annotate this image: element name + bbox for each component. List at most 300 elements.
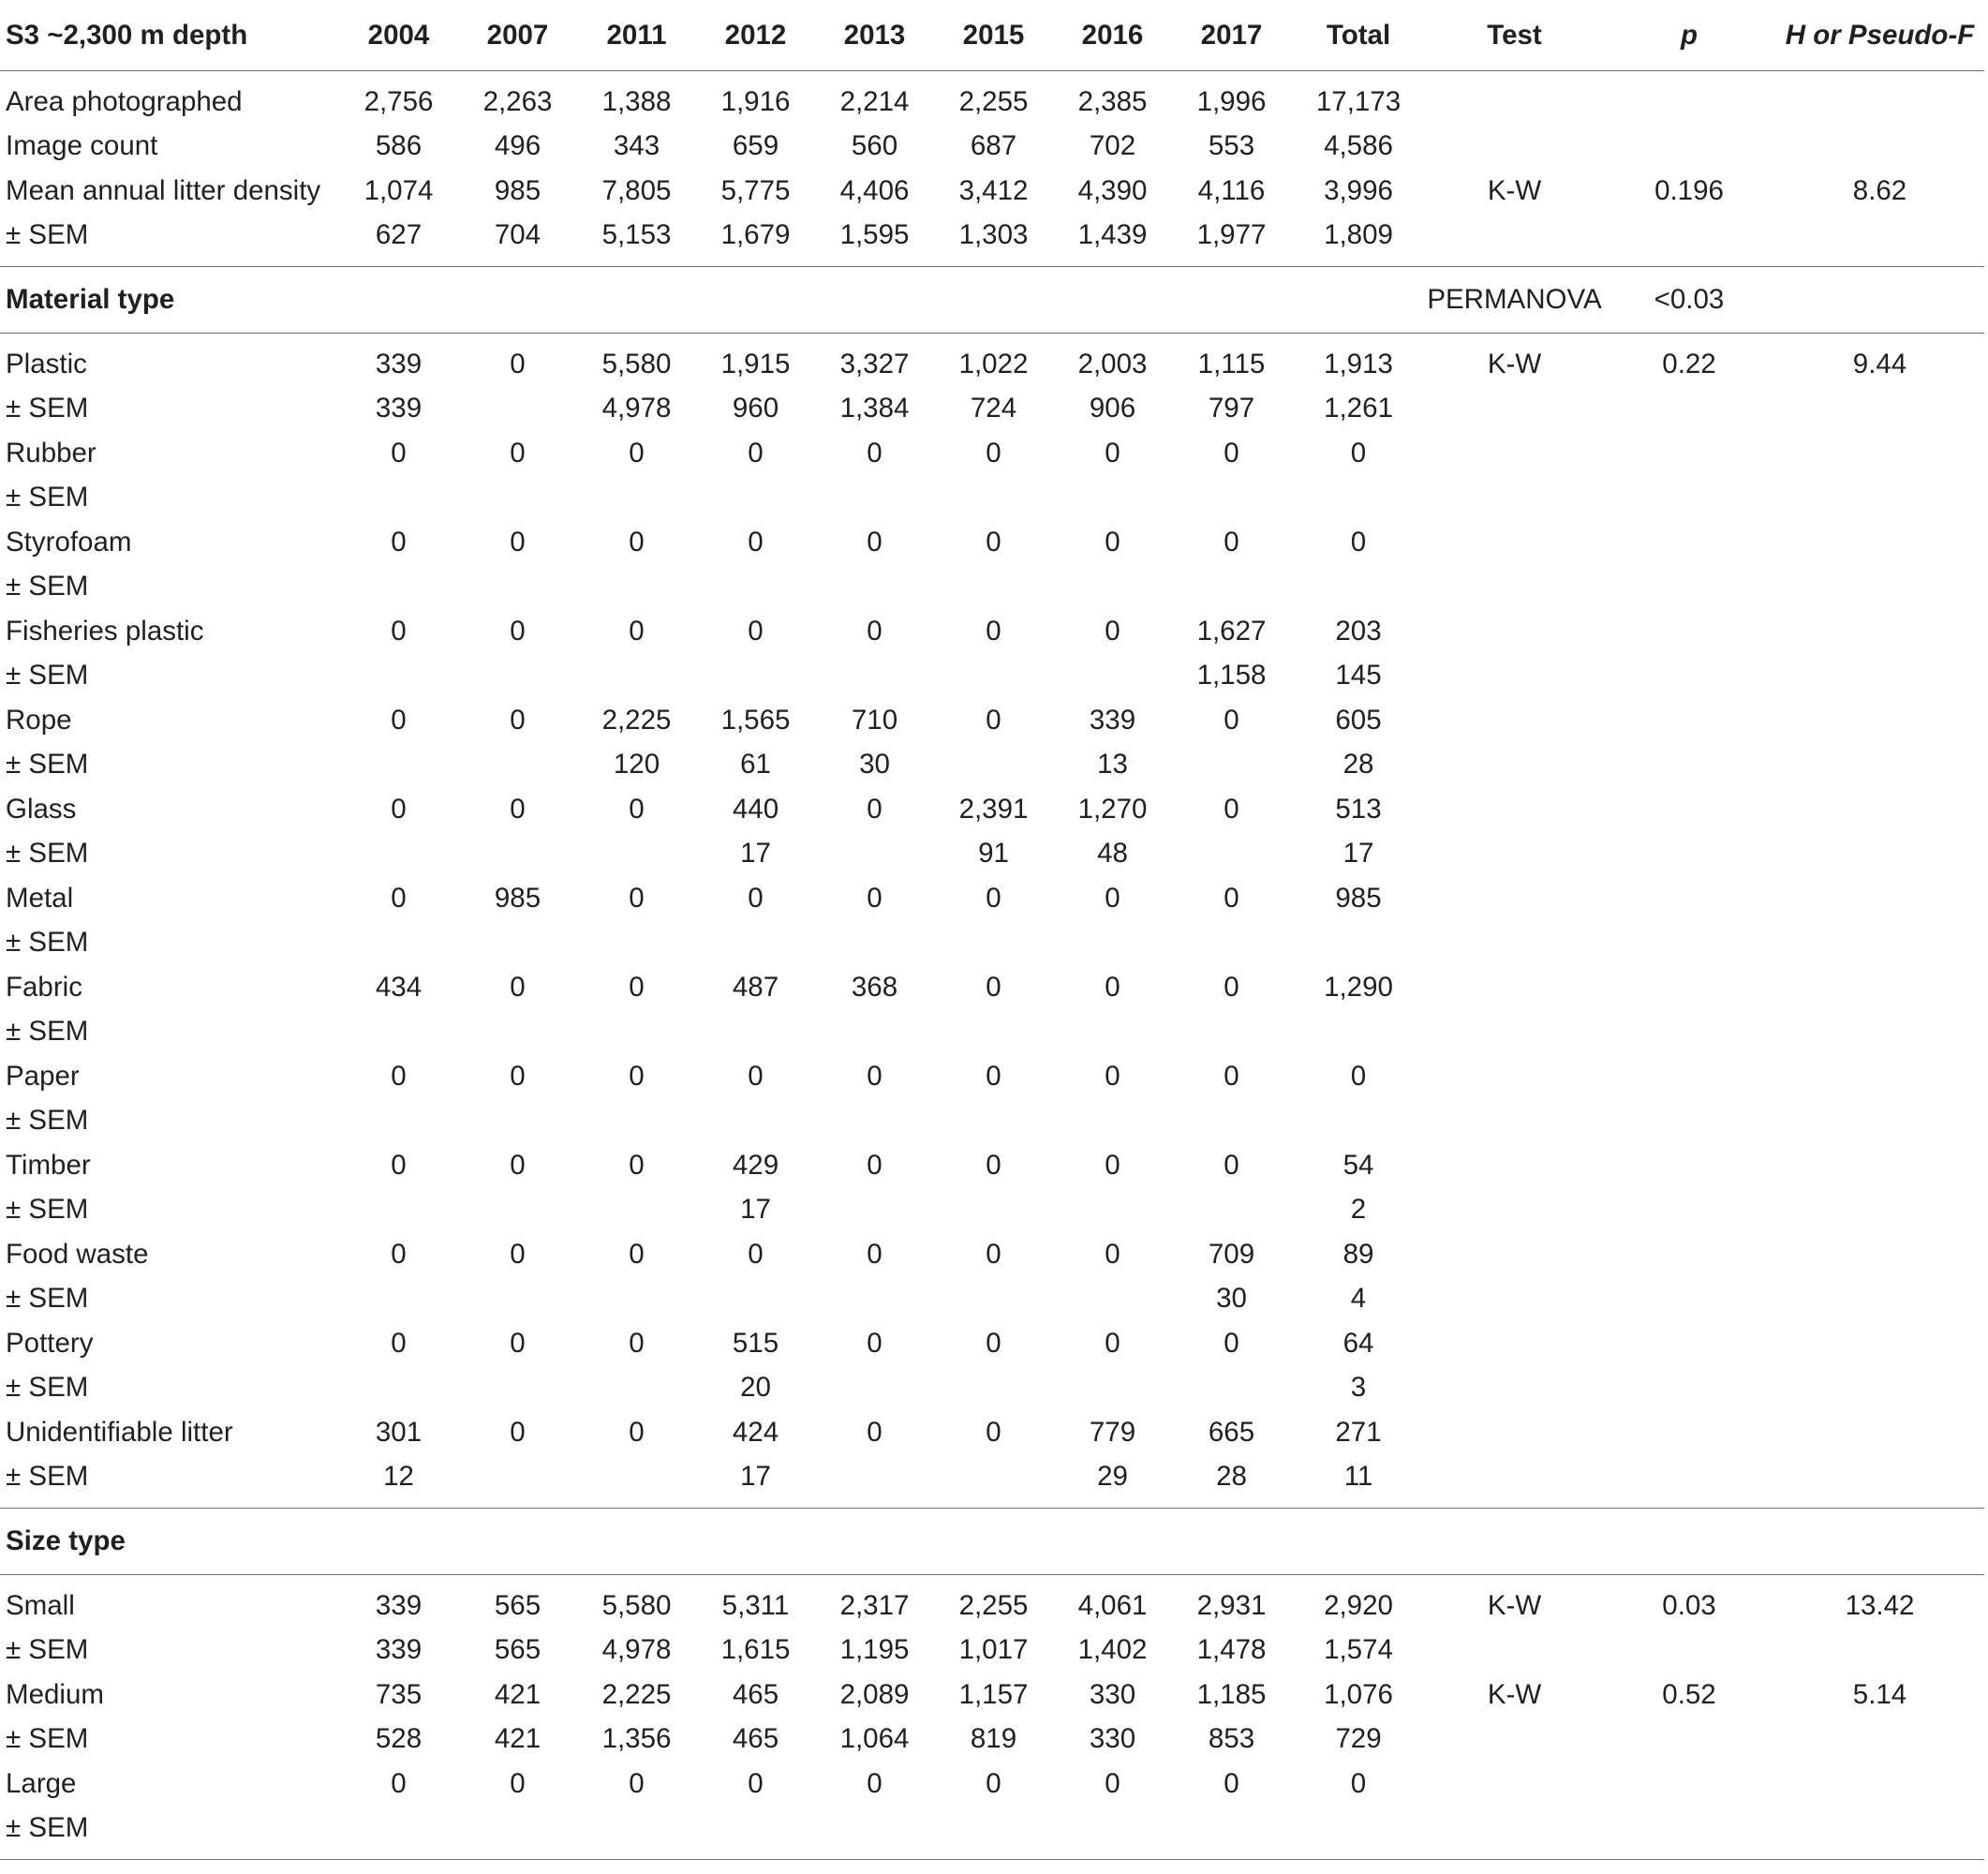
table-cell: 1,158 bbox=[1196, 660, 1267, 692]
table-cell bbox=[1603, 1099, 1775, 1144]
table-cell bbox=[339, 743, 458, 788]
table-cell: 0 bbox=[1105, 1060, 1120, 1092]
table-cell bbox=[1775, 1188, 1984, 1233]
table-cell: 3 bbox=[1350, 1372, 1367, 1404]
table-row bbox=[0, 1010, 1984, 1055]
header-year-2012: 2012 bbox=[696, 0, 815, 71]
header-year-2013: 2013 bbox=[815, 0, 934, 71]
table-cell: 4,586 bbox=[1324, 130, 1393, 162]
table-cell: 89 bbox=[1343, 1238, 1374, 1270]
row-label: Image count bbox=[6, 130, 158, 162]
table-cell bbox=[1775, 1321, 1984, 1366]
table-cell bbox=[458, 1455, 577, 1509]
table-cell: 1,915 bbox=[720, 348, 791, 379]
table-cell: 0 bbox=[1105, 1238, 1120, 1270]
table-cell bbox=[577, 1099, 696, 1144]
table-cell bbox=[1775, 387, 1984, 432]
table-cell: 0 bbox=[629, 793, 645, 825]
table-cell: 0 bbox=[510, 1149, 526, 1181]
table-cell bbox=[577, 1366, 696, 1411]
table-cell bbox=[577, 832, 696, 877]
table-cell: 0 bbox=[1105, 1327, 1120, 1359]
table-cell: 2,225 bbox=[601, 1678, 672, 1710]
table-cell: 1,977 bbox=[1172, 214, 1291, 267]
table-cell: 1,565 bbox=[720, 704, 791, 736]
table-cell bbox=[1603, 71, 1775, 125]
table-row bbox=[0, 1673, 1984, 1718]
table-cell bbox=[1426, 1762, 1603, 1807]
table-cell bbox=[339, 1188, 458, 1233]
table-cell: 960 bbox=[732, 393, 779, 424]
table-cell: 0 bbox=[986, 1238, 1001, 1270]
table-cell: 0 bbox=[391, 793, 407, 825]
table-cell: 61 bbox=[740, 749, 771, 781]
table-row bbox=[0, 565, 1984, 610]
table-cell: 1,439 bbox=[1053, 214, 1172, 267]
table-cell bbox=[339, 1277, 458, 1322]
row-label: ± SEM bbox=[0, 214, 339, 267]
table-cell bbox=[1172, 1099, 1291, 1144]
table-cell: 724 bbox=[970, 393, 1017, 424]
table-cell bbox=[1426, 1321, 1603, 1366]
table-row bbox=[0, 1718, 1984, 1762]
table-cell bbox=[577, 1277, 696, 1322]
table-cell bbox=[1775, 876, 1984, 921]
table-cell: 702 bbox=[1089, 130, 1136, 162]
table-cell bbox=[815, 1366, 934, 1411]
table-cell bbox=[696, 476, 815, 521]
table-cell bbox=[1603, 1410, 1775, 1455]
table-row bbox=[0, 1762, 1984, 1807]
table-cell: K-W bbox=[1487, 1589, 1542, 1621]
table-cell: 9.44 bbox=[1852, 348, 1907, 379]
table-cell: 0 bbox=[986, 615, 1001, 647]
table-cell: 0 bbox=[986, 1767, 1001, 1799]
row-label: Fabric bbox=[6, 971, 82, 1003]
table-cell: 0 bbox=[867, 882, 883, 914]
table-cell: 0 bbox=[1224, 1767, 1239, 1799]
row-label: Timber bbox=[6, 1149, 91, 1181]
header-total: Total bbox=[1291, 0, 1426, 71]
table-row bbox=[0, 1188, 1984, 1233]
table-cell: 0 bbox=[510, 971, 526, 1003]
table-cell: 28 bbox=[1343, 749, 1374, 781]
table-cell bbox=[1603, 1277, 1775, 1322]
table-cell: 29 bbox=[1053, 1455, 1172, 1509]
table-cell: 0 bbox=[986, 971, 1001, 1003]
table-cell bbox=[1426, 1099, 1603, 1144]
table-row bbox=[0, 965, 1984, 1010]
table-row bbox=[0, 1629, 1984, 1673]
table-cell bbox=[815, 1188, 934, 1233]
table-cell bbox=[1775, 214, 1984, 267]
table-cell: 0 bbox=[1105, 526, 1120, 558]
table-cell: K-W bbox=[1487, 174, 1542, 206]
table-cell bbox=[1426, 1010, 1603, 1055]
table-cell bbox=[577, 1807, 696, 1860]
table-cell bbox=[577, 1188, 696, 1233]
table-cell: 605 bbox=[1335, 704, 1382, 736]
table-cell bbox=[815, 1455, 934, 1509]
table-cell bbox=[339, 476, 458, 521]
table-cell: 553 bbox=[1208, 130, 1255, 162]
table-cell: 0 bbox=[867, 1149, 883, 1181]
table-cell: 1,478 bbox=[1196, 1634, 1267, 1666]
table-cell bbox=[1603, 921, 1775, 966]
row-label: Mean annual litter density bbox=[6, 174, 321, 206]
table-cell: 54 bbox=[1343, 1149, 1374, 1181]
table-cell bbox=[1172, 921, 1291, 966]
table-cell: 3,412 bbox=[958, 174, 1029, 206]
table-cell: 20 bbox=[740, 1372, 771, 1404]
table-cell: 2,317 bbox=[839, 1589, 910, 1621]
table-row bbox=[0, 71, 1984, 125]
table-cell bbox=[1775, 654, 1984, 699]
row-label: ± SEM bbox=[6, 749, 89, 781]
table-cell bbox=[696, 1807, 815, 1860]
table-cell: 659 bbox=[732, 130, 779, 162]
section-p-value: <0.03 bbox=[1603, 267, 1775, 334]
table-cell: 3,996 bbox=[1324, 174, 1393, 206]
table-cell: 2,391 bbox=[958, 793, 1029, 825]
table-cell: 797 bbox=[1208, 393, 1255, 424]
table-cell: 0 bbox=[629, 1149, 645, 1181]
table-cell: 1,064 bbox=[839, 1723, 910, 1755]
table-cell bbox=[1291, 1010, 1426, 1055]
table-cell: 0 bbox=[867, 1060, 883, 1092]
row-label: ± SEM bbox=[6, 1634, 89, 1666]
table-cell: 0 bbox=[510, 1416, 526, 1448]
table-cell: 465 bbox=[732, 1723, 779, 1755]
table-cell bbox=[1426, 1807, 1603, 1860]
table-cell bbox=[1426, 1143, 1603, 1188]
table-cell bbox=[934, 1807, 1053, 1860]
table-cell: 271 bbox=[1335, 1416, 1382, 1448]
table-cell: 704 bbox=[458, 214, 577, 267]
table-cell bbox=[1603, 1188, 1775, 1233]
table-cell: 440 bbox=[732, 793, 779, 825]
header-test: Test bbox=[1426, 0, 1603, 71]
table-cell: 17 bbox=[1343, 838, 1374, 870]
table-cell: 0 bbox=[986, 1416, 1001, 1448]
table-cell bbox=[339, 1807, 458, 1860]
table-row bbox=[0, 1807, 1984, 1860]
row-label: ± SEM bbox=[6, 482, 89, 513]
table-cell: 0 bbox=[391, 704, 407, 736]
table-cell: 0 bbox=[1105, 1149, 1120, 1181]
row-label: ± SEM bbox=[6, 1372, 89, 1404]
table-cell: 5,153 bbox=[577, 214, 696, 267]
table-cell bbox=[1603, 1321, 1775, 1366]
table-cell: 1,261 bbox=[1324, 393, 1393, 424]
table-row bbox=[0, 1455, 1984, 1509]
table-cell: 0 bbox=[1224, 1327, 1239, 1359]
table-cell: 339 bbox=[375, 1634, 423, 1666]
row-label: ± SEM bbox=[6, 571, 89, 602]
table-cell bbox=[1603, 965, 1775, 1010]
table-cell: 0 bbox=[1224, 526, 1239, 558]
table-cell bbox=[1172, 565, 1291, 610]
table-cell: 0 bbox=[1105, 615, 1120, 647]
table-cell bbox=[1172, 1807, 1291, 1860]
table-cell: 1,303 bbox=[934, 214, 1053, 267]
table-cell bbox=[1603, 1232, 1775, 1277]
table-cell bbox=[1775, 1455, 1984, 1509]
table-cell bbox=[1426, 1455, 1603, 1509]
table-cell: 1,074 bbox=[363, 174, 434, 206]
table-cell: 513 bbox=[1335, 793, 1382, 825]
table-cell: 0 bbox=[1224, 437, 1239, 468]
table-cell bbox=[1775, 1718, 1984, 1762]
section-p-value bbox=[1603, 1509, 1775, 1575]
table-cell bbox=[1053, 1366, 1172, 1411]
table-cell bbox=[1053, 921, 1172, 966]
table-cell: 0 bbox=[748, 526, 764, 558]
table-body bbox=[0, 71, 1984, 1860]
table-cell: 1,290 bbox=[1324, 971, 1393, 1003]
table-cell bbox=[1603, 431, 1775, 476]
table-cell: 515 bbox=[732, 1327, 779, 1359]
table-cell: 0 bbox=[1350, 1060, 1367, 1092]
header-site-depth: S3 ~2,300 m depth bbox=[0, 0, 339, 71]
table-cell: 120 bbox=[613, 749, 660, 781]
table-cell: 0 bbox=[510, 1327, 526, 1359]
header-year-2007: 2007 bbox=[458, 0, 577, 71]
table-row bbox=[0, 1143, 1984, 1188]
table-cell bbox=[815, 832, 934, 877]
table-cell: 2,255 bbox=[958, 85, 1029, 117]
table-cell: 12 bbox=[339, 1455, 458, 1509]
table-cell: 0 bbox=[1224, 1149, 1239, 1181]
table-cell bbox=[1603, 609, 1775, 654]
row-label: Unidentifiable litter bbox=[6, 1416, 233, 1448]
table-cell bbox=[1603, 565, 1775, 610]
table-cell bbox=[1426, 1366, 1603, 1411]
table-cell bbox=[1603, 654, 1775, 699]
table-cell: 0 bbox=[986, 1149, 1001, 1181]
table-cell bbox=[1426, 1054, 1603, 1099]
table-cell: 1,185 bbox=[1196, 1678, 1267, 1710]
table-cell bbox=[1775, 1807, 1984, 1860]
table-cell: 2 bbox=[1350, 1194, 1367, 1226]
table-cell bbox=[1603, 743, 1775, 788]
table-cell bbox=[1775, 1232, 1984, 1277]
table-cell bbox=[1426, 1629, 1603, 1673]
table-cell bbox=[1426, 1232, 1603, 1277]
table-cell bbox=[1603, 876, 1775, 921]
table-cell: 203 bbox=[1335, 615, 1382, 647]
table-row bbox=[0, 1099, 1984, 1144]
table-cell bbox=[1775, 71, 1984, 125]
table-cell bbox=[1291, 921, 1426, 966]
table-cell: 0 bbox=[986, 882, 1001, 914]
table-cell bbox=[458, 1010, 577, 1055]
table-cell bbox=[458, 476, 577, 521]
table-cell: 1,913 bbox=[1324, 348, 1393, 379]
table-cell: 0 bbox=[391, 1238, 407, 1270]
table-cell: 0 bbox=[629, 1060, 645, 1092]
table-cell bbox=[815, 654, 934, 699]
table-cell: K-W bbox=[1487, 1678, 1542, 1710]
table-cell bbox=[458, 921, 577, 966]
table-cell: 0 bbox=[391, 1767, 407, 1799]
table-cell: 0 bbox=[867, 1416, 883, 1448]
row-label: Metal bbox=[6, 882, 74, 914]
table-cell bbox=[1603, 1010, 1775, 1055]
table-cell: 1,076 bbox=[1324, 1678, 1393, 1710]
table-cell bbox=[1603, 1629, 1775, 1673]
table-row bbox=[0, 876, 1984, 921]
table-cell bbox=[1775, 431, 1984, 476]
table-cell: 0 bbox=[986, 1060, 1001, 1092]
table-cell bbox=[1775, 965, 1984, 1010]
table-cell bbox=[577, 565, 696, 610]
table-cell: 2,931 bbox=[1196, 1589, 1267, 1621]
table-cell: 779 bbox=[1089, 1416, 1136, 1448]
table-row bbox=[0, 476, 1984, 521]
table-row bbox=[0, 921, 1984, 966]
table-cell: 0 bbox=[748, 1238, 764, 1270]
table-cell: 339 bbox=[375, 1589, 423, 1621]
table-cell: 4,978 bbox=[601, 1634, 672, 1666]
table-cell: 5.14 bbox=[1852, 1678, 1907, 1710]
table-cell bbox=[1053, 1188, 1172, 1233]
table-row bbox=[0, 698, 1984, 743]
table-cell bbox=[458, 1807, 577, 1860]
table-cell: 421 bbox=[494, 1678, 542, 1710]
table-cell: 343 bbox=[613, 130, 660, 162]
table-cell: 0.03 bbox=[1662, 1589, 1716, 1621]
table-cell: 0 bbox=[1105, 1767, 1120, 1799]
table-cell bbox=[1603, 476, 1775, 521]
table-cell bbox=[1426, 832, 1603, 877]
row-label: Glass bbox=[6, 793, 77, 825]
table-cell: 30 bbox=[1216, 1283, 1247, 1315]
table-cell: 0 bbox=[629, 1767, 645, 1799]
section-test: PERMANOVA bbox=[1426, 267, 1603, 334]
table-cell: 1,384 bbox=[839, 393, 910, 424]
table-cell bbox=[1603, 787, 1775, 832]
table-cell bbox=[339, 565, 458, 610]
table-cell: 729 bbox=[1335, 1723, 1382, 1755]
table-cell bbox=[1172, 476, 1291, 521]
table-cell bbox=[1603, 1807, 1775, 1860]
table-cell bbox=[1426, 71, 1603, 125]
table-cell: 0 bbox=[748, 1767, 764, 1799]
row-label: ± SEM bbox=[6, 1194, 89, 1226]
table-cell: 0 bbox=[1224, 971, 1239, 1003]
row-label: Medium bbox=[6, 1678, 104, 1710]
table-cell bbox=[1775, 1143, 1984, 1188]
table-cell bbox=[1426, 387, 1603, 432]
row-label: Styrofoam bbox=[6, 526, 132, 558]
table-cell bbox=[458, 1277, 577, 1322]
table-cell bbox=[1603, 1455, 1775, 1509]
table-cell bbox=[458, 832, 577, 877]
table-cell: 0 bbox=[986, 704, 1001, 736]
table-cell bbox=[1172, 743, 1291, 788]
table-cell bbox=[458, 1099, 577, 1144]
table-cell bbox=[1053, 1099, 1172, 1144]
table-cell bbox=[934, 1366, 1053, 1411]
table-cell: 0 bbox=[867, 1327, 883, 1359]
table-row bbox=[0, 1410, 1984, 1455]
table-cell: 1,679 bbox=[696, 214, 815, 267]
header-row bbox=[0, 0, 1984, 71]
table-cell: 0 bbox=[867, 615, 883, 647]
table-cell: 1,402 bbox=[1077, 1634, 1148, 1666]
table-row bbox=[0, 1054, 1984, 1099]
row-label: ± SEM bbox=[0, 1455, 339, 1509]
row-label: Rubber bbox=[6, 437, 96, 468]
table-cell: 687 bbox=[970, 130, 1017, 162]
row-label: ± SEM bbox=[6, 1723, 89, 1755]
table-cell bbox=[1426, 1410, 1603, 1455]
table-cell bbox=[1426, 743, 1603, 788]
table-cell: 985 bbox=[494, 882, 542, 914]
table-cell bbox=[1603, 214, 1775, 267]
table-cell bbox=[1603, 387, 1775, 432]
table-cell bbox=[1775, 609, 1984, 654]
table-cell bbox=[458, 1188, 577, 1233]
table-cell bbox=[1426, 876, 1603, 921]
table-cell: 0 bbox=[1350, 526, 1367, 558]
table-cell: 0 bbox=[391, 882, 407, 914]
table-cell: 665 bbox=[1208, 1416, 1255, 1448]
table-cell bbox=[1775, 832, 1984, 877]
table-cell bbox=[815, 1277, 934, 1322]
table-cell bbox=[1426, 698, 1603, 743]
table-cell bbox=[1603, 1718, 1775, 1762]
table-cell: 0 bbox=[629, 1327, 645, 1359]
table-cell: 0 bbox=[629, 1416, 645, 1448]
table-cell bbox=[1603, 520, 1775, 565]
table-cell bbox=[1291, 1807, 1426, 1860]
table-cell: 330 bbox=[1089, 1723, 1136, 1755]
table-cell bbox=[1172, 1010, 1291, 1055]
table-cell bbox=[1775, 1762, 1984, 1807]
table-cell: 48 bbox=[1097, 838, 1128, 870]
table-row bbox=[0, 609, 1984, 654]
table-cell: 1,195 bbox=[839, 1634, 910, 1666]
table-cell bbox=[934, 654, 1053, 699]
table-cell: 1,388 bbox=[601, 85, 672, 117]
table-cell: 2,756 bbox=[363, 85, 434, 117]
table-cell bbox=[1426, 1718, 1603, 1762]
table-cell: 0 bbox=[748, 1060, 764, 1092]
table-cell: 4 bbox=[1350, 1283, 1367, 1315]
table-row bbox=[0, 520, 1984, 565]
row-label: Small bbox=[6, 1589, 75, 1621]
table-cell bbox=[696, 1099, 815, 1144]
section-material-type bbox=[0, 267, 1984, 334]
table-cell bbox=[1172, 832, 1291, 877]
row-label: ± SEM bbox=[6, 1105, 89, 1137]
table-cell: 429 bbox=[732, 1149, 779, 1181]
table-cell: 487 bbox=[732, 971, 779, 1003]
table-cell: 0 bbox=[391, 1149, 407, 1181]
table-cell: 709 bbox=[1208, 1238, 1255, 1270]
header-p-value: p bbox=[1603, 0, 1775, 71]
table-cell: 434 bbox=[375, 971, 423, 1003]
table-cell bbox=[1426, 565, 1603, 610]
table-cell bbox=[458, 1366, 577, 1411]
table-cell bbox=[1291, 476, 1426, 521]
table-cell bbox=[1172, 1366, 1291, 1411]
table-cell bbox=[934, 1099, 1053, 1144]
table-cell bbox=[1426, 476, 1603, 521]
table-cell: 2,225 bbox=[601, 704, 672, 736]
